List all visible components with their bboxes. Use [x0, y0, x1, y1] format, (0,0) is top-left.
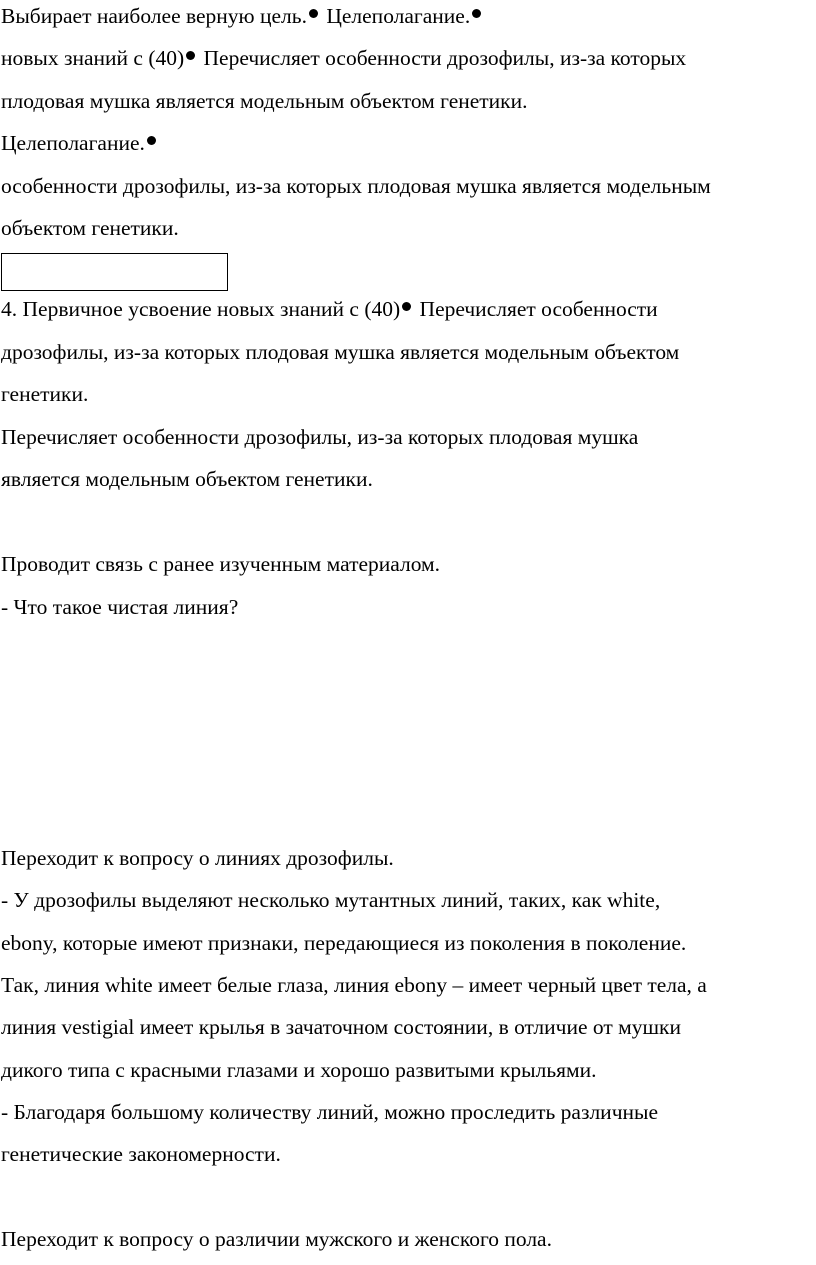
text-segment: Выбирает наиболее верную цель.: [1, 4, 307, 28]
text-line: - У дрозофилы выделяют несколько мутантных линий, таких, как white,: [1, 888, 661, 912]
text-line: [1, 130, 159, 156]
text-line: Проводит связь с ранее изученным материалом.: [1, 552, 441, 576]
text-line: дрозофилы, из-за которых плодовая мушка является модельным объектом: [1, 340, 680, 364]
text-segment: 4. Первичное усвоение новых знаний с (40): [1, 297, 401, 321]
text-line: дикого типа с красными глазами и хорошо развитыми крыльями.: [1, 1058, 597, 1082]
text-line: Переходит к вопросу о различии мужского и женского пола.: [1, 1227, 552, 1251]
text-segment: Перечисляет особенности: [414, 297, 658, 321]
text-line: [1, 45, 686, 71]
text-line: [1, 3, 484, 29]
bullet-icon: [402, 302, 411, 311]
text-segment: Перечисляет особенности дрозофилы, из-за которых: [198, 46, 687, 70]
text-line: ebony, которые имеют признаки, передающиеся из поколения в поколение.: [1, 931, 687, 955]
empty-table-cell: [1, 253, 228, 291]
text-line: генетики.: [1, 382, 89, 406]
text-line: - Что такое чистая линия?: [1, 595, 239, 619]
bullet-icon: [147, 136, 156, 145]
text-line: плодовая мушка является модельным объектом генетики.: [1, 89, 528, 113]
text-line: - Благодаря большому количеству линий, можно проследить различные: [1, 1100, 658, 1124]
text-line: линия vestigial имеет крылья в зачаточном состоянии, в отличие от мушки: [1, 1015, 681, 1039]
bullet-icon: [472, 9, 481, 18]
text-line: особенности дрозофилы, из-за которых плодовая мушка является модельным: [1, 174, 711, 198]
bullet-icon: [186, 51, 195, 60]
text-line: Так, линия white имеет белые глаза, линия ebony – имеет черный цвет тела, а: [1, 973, 707, 997]
bullet-icon: [309, 9, 318, 18]
text-line: генетические закономерности.: [1, 1142, 281, 1166]
text-line: [1, 296, 658, 322]
text-line: Перечисляет особенности дрозофилы, из-за которых плодовая мушка: [1, 425, 639, 449]
text-line: является модельным объектом генетики.: [1, 467, 373, 491]
text-segment: новых знаний с (40): [1, 46, 185, 70]
text-line: объектом генетики.: [1, 216, 179, 240]
text-segment: Целеполагание.: [320, 4, 471, 28]
text-line: Переходит к вопросу о линиях дрозофилы.: [1, 846, 394, 870]
text-segment: Целеполагание.: [1, 131, 145, 155]
